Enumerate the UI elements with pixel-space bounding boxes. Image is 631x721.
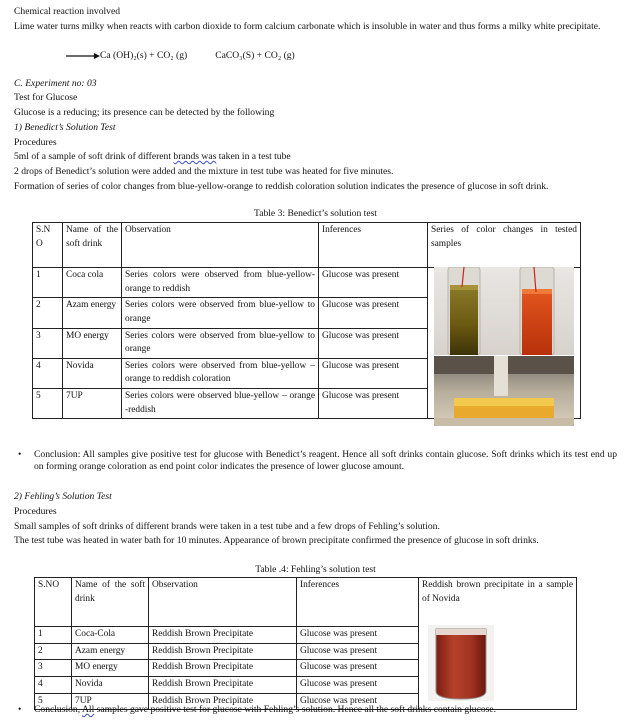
table-row: 4 Novida Reddish Brown Precipitate Glucose was present bbox=[35, 676, 577, 693]
col-series: Series of color changes in tested samples bbox=[428, 223, 581, 268]
bullet-icon: • bbox=[18, 704, 22, 715]
novida-tube-image bbox=[428, 625, 494, 701]
fehling-step-2: The test tube was heated in water bath for 10 minutes. Appearance of brown precipitate confirmed the presence of glucose in soft drinks. bbox=[14, 535, 539, 546]
table-header-row bbox=[33, 223, 581, 268]
col-observation: Observation bbox=[122, 223, 319, 268]
table-row: 3 MO energy Series colors were observed from blue-yellow to orange Glucose was present bbox=[33, 328, 581, 358]
reaction-arrow-icon bbox=[66, 52, 100, 60]
fehling-procedures-label: Procedures bbox=[14, 506, 57, 517]
table-4-caption: Table .4: Fehling’s solution test bbox=[255, 564, 376, 575]
benedict-tubes-photo bbox=[434, 267, 574, 355]
benedict-heading: 1) Benedict’s Solution Test bbox=[14, 122, 116, 133]
experiment-title: C. Experiment no: 03 bbox=[14, 78, 97, 89]
fehling-conclusion: Conclusion, All samples gave positive test for glucose with Fehling’s solution. Hence all the soft drinks contain glucose. bbox=[34, 704, 497, 715]
benedict-step-1: 5ml of a sample of soft drink of different brands was taken in a test tube bbox=[14, 151, 291, 162]
limewater-paragraph: Lime water turns milky when reacts with carbon dioxide to form calcium carbonate which is insoluble in water and thus forms a milky white precipitate. bbox=[14, 21, 601, 32]
benedict-step-3: Formation of series of color changes from blue-yellow-orange to reddish coloration solution indicates the presence of glucose in soft drink. bbox=[14, 181, 549, 192]
col-sno: S.N O bbox=[33, 223, 63, 268]
col-name: Name of the soft drink bbox=[72, 578, 149, 627]
bullet-icon: • bbox=[18, 449, 22, 460]
table-row: 2 Azam energy Series colors were observed from blue-yellow to orange Glucose was present bbox=[33, 298, 581, 328]
benedict-flasks-photo bbox=[434, 356, 574, 426]
table-row: 2 Azam energy Reddish Brown Precipitate Glucose was present bbox=[35, 643, 577, 660]
table-3-caption: Table 3: Benedict’s solution test bbox=[254, 208, 377, 219]
col-inferences: Inferences bbox=[319, 223, 428, 268]
flasks-image bbox=[434, 356, 574, 426]
table-row: 4 Novida Series colors were observed from blue-yellow – orange to reddish coloration Glucose was present bbox=[33, 358, 581, 388]
chemical-equation bbox=[66, 50, 295, 62]
glucose-intro: Glucose is a reducing; its presence can be detected by the following bbox=[14, 107, 275, 118]
fehling-table bbox=[34, 577, 577, 710]
col-name: Name of the soft drink bbox=[63, 223, 122, 268]
benedict-step-2: 2 drops of Benedict’s solution were added and the mixture in test tube was heated for five minutes. bbox=[14, 166, 394, 177]
table-row: 5 7UP Reddish Brown Precipitate Glucose was present bbox=[35, 693, 577, 710]
equation-reactants: Ca (OH)₂(s) + CO₂ (g) bbox=[100, 50, 188, 61]
col-reddish-precipitate: Reddish brown precipitate in a sample of Novida bbox=[419, 578, 577, 710]
col-sno: S.NO bbox=[35, 578, 72, 627]
fehling-heading: 2) Fehling’s Solution Test bbox=[14, 491, 112, 502]
heading-chemical-reaction: Chemical reaction involved bbox=[14, 6, 121, 17]
table-row: 1 Coca cola Series colors were observed from blue-yellow-orange to reddish Glucose was present bbox=[33, 268, 581, 298]
table-row: 5 7UP Series colors were observed blue-yellow – orange -reddish Glucose was present bbox=[33, 389, 581, 419]
test-tubes-image bbox=[434, 267, 574, 355]
fehling-step-1: Small samples of soft drinks of different brands were taken in a test tube and a few drops of Fehling’s solution. bbox=[14, 521, 440, 532]
test-for-glucose: Test for Glucose bbox=[14, 92, 78, 103]
table-header-row bbox=[35, 578, 577, 627]
benedict-conclusion: Conclusion: All samples give positive test for glucose with Benedict’s reagent. Hence all soft drinks contain glucose. Soft drinks which its test end up on forming orange coloration as end point color indicates the presence of lower glucose amount. bbox=[34, 449, 617, 472]
col-observation: Observation bbox=[149, 578, 297, 627]
col-inferences: Inferences bbox=[297, 578, 419, 627]
novida-tube-photo bbox=[428, 625, 494, 701]
equation-products: CaCO₃(S) + CO₂ (g) bbox=[215, 50, 295, 61]
table-row: 3 MO energy Reddish Brown Precipitate Glucose was present bbox=[35, 660, 577, 677]
benedict-procedures-label: Procedures bbox=[14, 137, 57, 148]
table-row: 1 Coca-Cola Reddish Brown Precipitate Glucose was present bbox=[35, 627, 577, 644]
